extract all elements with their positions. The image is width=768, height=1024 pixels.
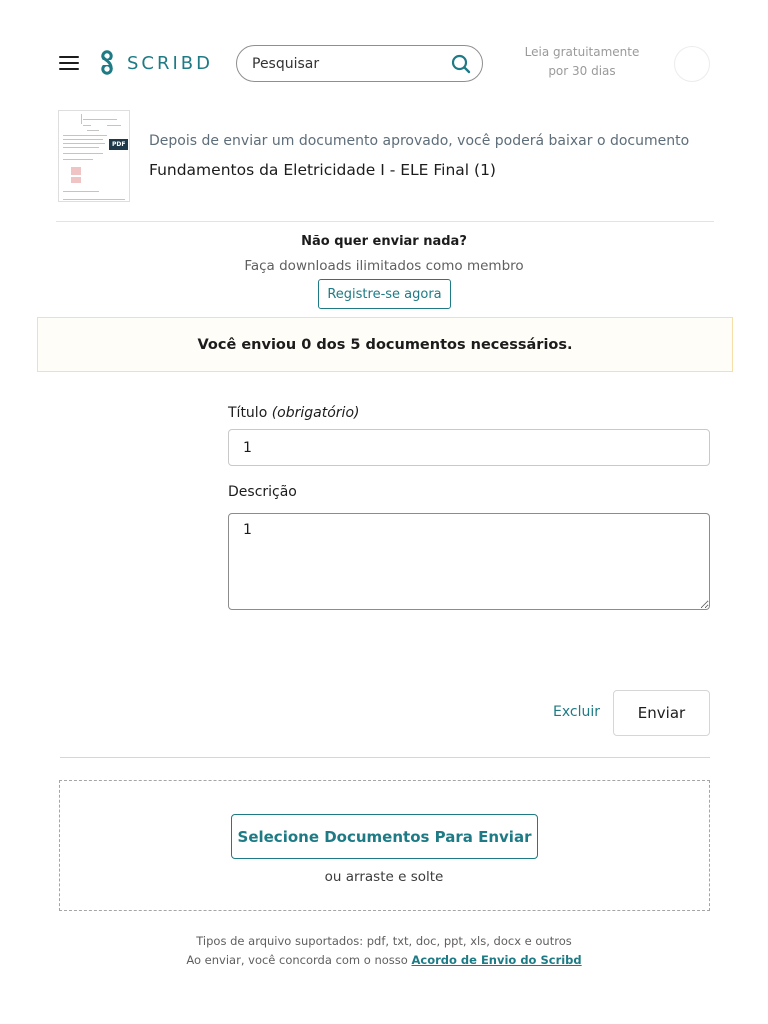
- search-input[interactable]: [252, 56, 450, 72]
- trial-line-1: Leia gratuitamente: [524, 45, 640, 59]
- free-trial-link[interactable]: [520, 43, 644, 81]
- register-button[interactable]: Registre-se agora: [318, 279, 451, 309]
- membership-subtitle: Faça downloads ilimitados como membro: [244, 258, 524, 274]
- title-required-text: (obrigatório): [271, 405, 360, 421]
- download-note: Depois de enviar um documento aprovado, você poderá baixar o documento: [149, 133, 690, 149]
- document-thumbnail: [58, 110, 130, 202]
- upload-agreement: [0, 953, 768, 967]
- agreement-link[interactable]: Acordo de Envio do Scribd: [411, 953, 582, 967]
- agreement-prefix: Ao enviar, você concorda com o nosso: [186, 953, 408, 967]
- description-label: Descrição: [228, 484, 297, 500]
- scribd-logo[interactable]: [96, 50, 213, 76]
- trial-line-2: por 30 dias: [548, 64, 616, 78]
- menu-icon[interactable]: [59, 56, 79, 70]
- divider: [56, 221, 714, 222]
- logo-text: SCRIBD: [127, 52, 214, 74]
- no-upload-heading: Não quer enviar nada?: [301, 234, 467, 249]
- upload-progress-text: Você enviou 0 dos 5 documentos necessários.: [197, 336, 573, 353]
- description-textarea[interactable]: [228, 513, 710, 610]
- search-icon[interactable]: [450, 53, 472, 75]
- avatar[interactable]: [674, 46, 710, 82]
- scribd-logo-icon: [96, 50, 118, 76]
- select-documents-button[interactable]: Selecione Documentos Para Enviar: [231, 814, 538, 859]
- document-title: Fundamentos da Eletricidade I - ELE Final (1): [149, 161, 496, 179]
- upload-progress-banner: [37, 317, 733, 372]
- divider: [60, 757, 710, 758]
- title-input[interactable]: [228, 429, 710, 466]
- supported-filetypes: Tipos de arquivo suportados: pdf, txt, doc, ppt, xls, docx e outros: [196, 934, 572, 948]
- pdf-badge: PDF: [109, 139, 128, 150]
- title-label: [228, 405, 359, 421]
- delete-link[interactable]: Excluir: [553, 704, 600, 720]
- drag-drop-text: ou arraste e solte: [324, 869, 444, 885]
- title-label-text: Título: [228, 405, 268, 421]
- submit-button[interactable]: Enviar: [613, 690, 710, 736]
- search-bar[interactable]: [236, 45, 483, 82]
